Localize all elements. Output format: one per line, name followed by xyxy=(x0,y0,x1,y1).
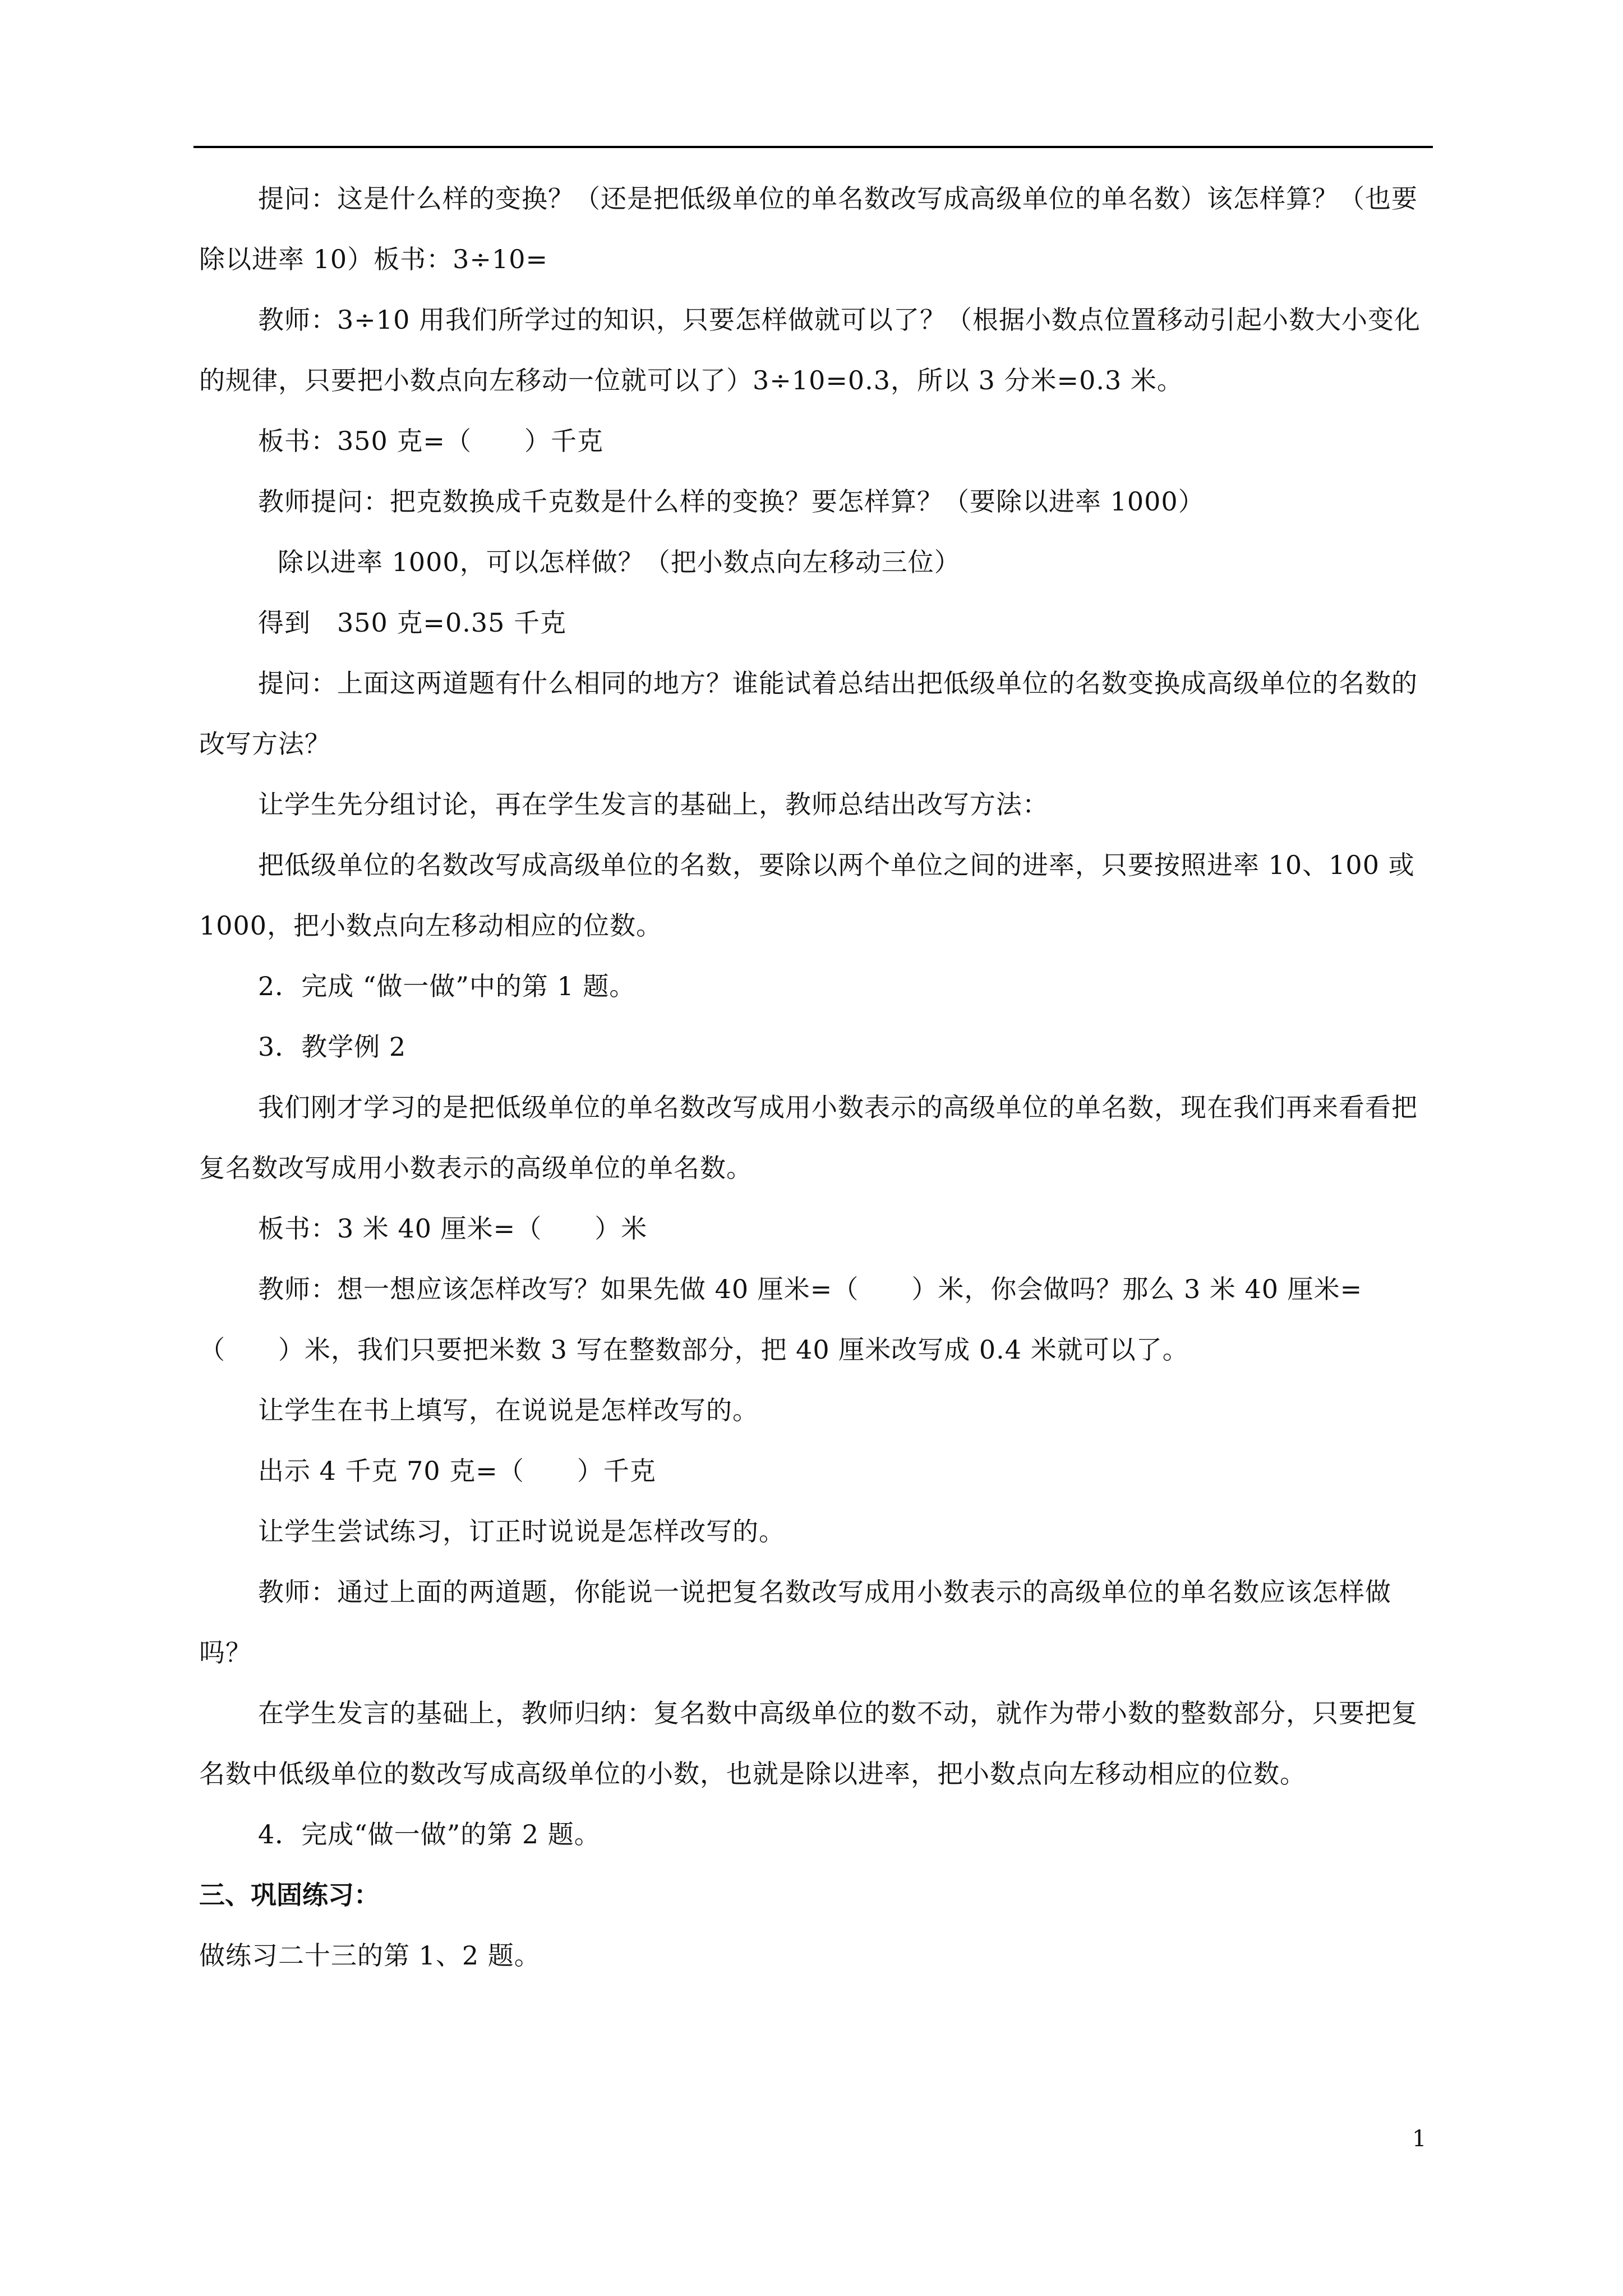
paragraph-16: 出示 4 千克 70 克=（ ）千克 xyxy=(258,1456,656,1486)
paragraph-17: 让学生尝试练习，订正时说说是怎样改写的。 xyxy=(258,1516,785,1547)
paragraph-3: 板书：350 克=（ ）千克 xyxy=(258,426,603,456)
paragraph-13: 板书：3 米 40 厘米=（ ）米 xyxy=(258,1213,648,1244)
paragraph-6: 得到 350 克=0.35 千克 xyxy=(258,608,567,638)
paragraph-5: 除以进率 1000，可以怎样做？（把小数点向左移动三位） xyxy=(278,547,961,577)
paragraph-20: 4．完成“做一做”的第 2 题。 xyxy=(258,1819,601,1849)
paragraph-18: 教师：通过上面的两道题，你能说一说把复名数改写成用小数表示的高级单位的单名数应该怎样做吗？ xyxy=(199,1577,1391,1668)
paragraph-7: 提问：上面这两道题有什么相同的地方？谁能试着总结出把低级单位的名数变换成高级单位的名数的改写方法？ xyxy=(199,668,1418,759)
section-heading: 三、巩固练习： xyxy=(199,1880,380,1910)
paragraph-11: 3．教学例 2 xyxy=(258,1032,407,1062)
paragraph-12: 我们刚才学习的是把低级单位的单名数改写成用小数表示的高级单位的单名数，现在我们再来看看把复名数改写成用小数表示的高级单位的单名数。 xyxy=(199,1092,1418,1183)
document-body xyxy=(199,168,1433,1986)
paragraph-4: 教师提问：把克数换成千克数是什么样的变换？要怎样算？（要除以进率 1000） xyxy=(258,486,1205,517)
paragraph-9: 把低级单位的名数改写成高级单位的名数，要除以两个单位之间的进率，只要按照进率 10、100 或 1000，把小数点向左移动相应的位数。 xyxy=(199,850,1415,941)
paragraph-8: 让学生先分组讨论，再在学生发言的基础上，教师总结出改写方法： xyxy=(258,789,1049,820)
paragraph-15: 让学生在书上填写，在说说是怎样改写的。 xyxy=(258,1395,759,1425)
paragraph-10: 2．完成 “做一做”中的第 1 题。 xyxy=(258,971,636,1001)
exercise-line: 做练习二十三的第 1、2 题。 xyxy=(199,1940,541,1971)
page-number: 1 xyxy=(1412,2126,1427,2152)
paragraph-1: 提问：这是什么样的变换？（还是把低级单位的单名数改写成高级单位的单名数）该怎样算？（也要除以进率 10）板书：3÷10= xyxy=(199,183,1418,274)
paragraph-2: 教师：3÷10 用我们所学过的知识，只要怎样做就可以了？（根据小数点位置移动引起小数大小变化的规律，只要把小数点向左移动一位就可以了）3÷10=0.3，所以 3 分米=0.3 米。 xyxy=(199,305,1421,395)
paragraph-14: 教师：想一想应该怎样改写？如果先做 40 厘米=（ ）米，你会做吗？那么 3 米 40 厘米=（ ）米，我们只要把米数 3 写在整数部分，把 40 厘米改写成 0.4 米就可以了。 xyxy=(199,1274,1363,1365)
header-rule xyxy=(193,146,1433,148)
paragraph-19: 在学生发言的基础上，教师归纳：复名数中高级单位的数不动，就作为带小数的整数部分，只要把复名数中低级单位的数改写成高级单位的小数，也就是除以进率，把小数点向左移动相应的位数。 xyxy=(199,1698,1418,1789)
